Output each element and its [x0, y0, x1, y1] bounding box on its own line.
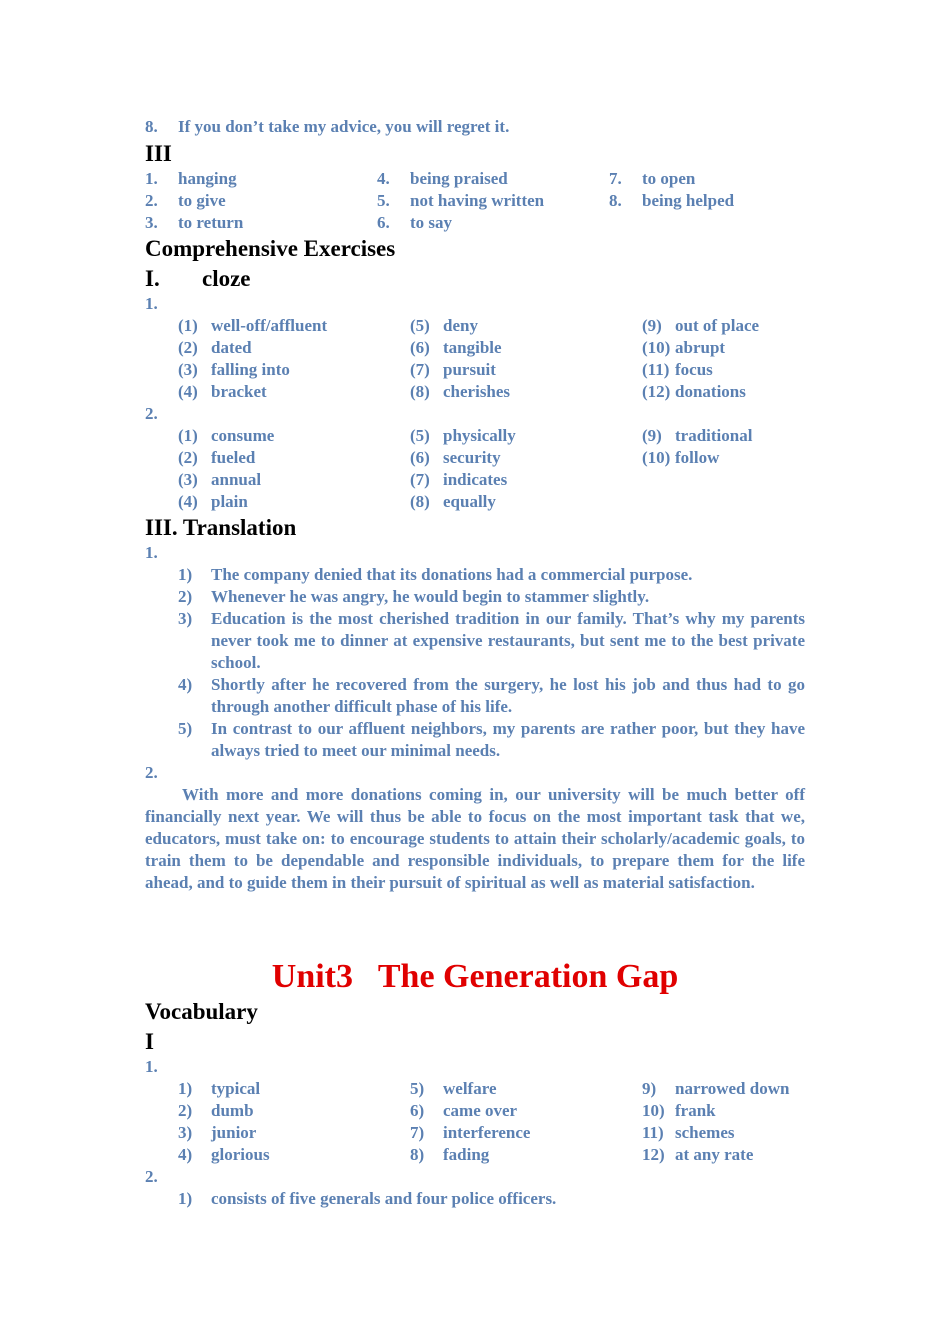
list-number: (5)	[410, 316, 430, 335]
list-number: 12)	[642, 1145, 665, 1164]
list-item-text: hanging	[178, 169, 237, 188]
list-item-text: pursuit	[443, 360, 496, 379]
list-item-text: glorious	[211, 1145, 270, 1164]
list-number: 11)	[642, 1123, 664, 1142]
list-item-text: dated	[211, 338, 252, 357]
list-item-text: tangible	[443, 338, 502, 357]
list-item-text: welfare	[443, 1079, 497, 1098]
translation-sentence: In contrast to our affluent neighbors, my parents are rather poor, but they have always tried to meet our minimal needs.	[211, 719, 805, 760]
list-item-text: annual	[211, 470, 262, 489]
list-number: (3)	[178, 470, 198, 489]
list-number: (6)	[410, 338, 430, 357]
list-item-text: well-off/affluent	[211, 316, 328, 335]
section-heading-cloze: cloze	[202, 266, 251, 291]
list-item-text: came over	[443, 1101, 518, 1120]
list-number: 4.	[377, 169, 390, 188]
list-item-text: consume	[211, 426, 275, 445]
list-number: 6.	[377, 213, 390, 232]
list-number: 8)	[410, 1145, 425, 1164]
list-number: 9)	[642, 1079, 657, 1098]
list-item-text: junior	[211, 1123, 257, 1142]
list-number: 3)	[178, 609, 193, 628]
list-number: (2)	[178, 338, 198, 357]
translation-sentence: The company denied that its donations had a commercial purpose.	[211, 565, 693, 584]
sub-label: 2.	[145, 404, 158, 423]
list-item-text: to open	[642, 169, 696, 188]
list-item-text: donations	[675, 382, 746, 401]
translation-paragraph: With more and more donations coming in, our university will be much better off financially next year. We will thus be able to focus on the most important task that we, educators, must take on: to encourage students to attain their scholarly/academic goals, to train them to be dependable and responsible individuals, to prepare them for the life ahead, and to guide them in their pursuit of spiritual as well as material satisfaction.	[145, 785, 805, 892]
list-number: (9)	[642, 316, 662, 335]
list-number: 3.	[145, 213, 158, 232]
list-number: (7)	[410, 470, 430, 489]
list-item-text: to say	[410, 213, 453, 232]
section-heading-III: III	[145, 141, 172, 166]
list-number: (9)	[642, 426, 662, 445]
list-number: 8.	[145, 117, 158, 136]
list-number: (1)	[178, 316, 198, 335]
list-number: 1)	[178, 1189, 193, 1208]
list-item-text: frank	[675, 1101, 716, 1120]
list-item-text: to give	[178, 191, 226, 210]
translation-sentence: Education is the most cherished tradition in our family. That’s why my parents never took me to dinner at expensive restaurants, but sent me to the best private school.	[211, 609, 805, 672]
list-number: (1)	[178, 426, 198, 445]
list-number: 5)	[178, 719, 193, 738]
list-item-text: at any rate	[675, 1145, 754, 1164]
translation-sentence: Whenever he was angry, he would begin to stammer slightly.	[211, 587, 650, 606]
list-number: 5.	[377, 191, 390, 210]
list-item-text: out of place	[675, 316, 760, 335]
list-number: 10)	[642, 1101, 665, 1120]
list-number: (10)	[642, 338, 671, 357]
list-number: 4)	[178, 675, 193, 694]
list-item-text: equally	[443, 492, 496, 511]
list-item-text: dumb	[211, 1101, 254, 1120]
list-item-text: plain	[211, 492, 248, 511]
sub-label: 1.	[145, 543, 158, 562]
list-item-text: fueled	[211, 448, 256, 467]
list-item-text: being praised	[410, 169, 508, 188]
list-number: 2)	[178, 1101, 193, 1120]
sub-label: 1.	[145, 294, 158, 313]
list-number: 2.	[145, 191, 158, 210]
list-number: (8)	[410, 492, 430, 511]
section-heading-vocabulary: Vocabulary	[145, 999, 258, 1024]
list-item-text: typical	[211, 1079, 261, 1098]
list-item-text: being helped	[642, 191, 735, 210]
list-item-text: deny	[443, 316, 478, 335]
list-item-text: narrowed down	[675, 1079, 790, 1098]
list-item-text: consists of five generals and four police officers.	[211, 1189, 557, 1208]
section-heading-translation: III. Translation	[145, 515, 297, 540]
section-heading-I: I	[145, 1029, 154, 1054]
list-item-text: If you don’t take my advice, you will regret it.	[178, 117, 510, 136]
list-item-text: to return	[178, 213, 244, 232]
list-number: 8.	[609, 191, 622, 210]
list-item-text: abrupt	[675, 338, 726, 357]
sub-label: 2.	[145, 763, 158, 782]
list-number: (4)	[178, 492, 198, 511]
list-number: (8)	[410, 382, 430, 401]
list-item-text: cherishes	[443, 382, 511, 401]
list-number: 2)	[178, 587, 193, 606]
list-item-text: focus	[675, 360, 713, 379]
list-number: 3)	[178, 1123, 193, 1142]
sub-label: 1.	[145, 1057, 158, 1076]
list-number: (4)	[178, 382, 198, 401]
list-number: 7.	[609, 169, 622, 188]
list-number: (7)	[410, 360, 430, 379]
list-number: (10)	[642, 448, 671, 467]
list-number: 1)	[178, 1079, 193, 1098]
list-item-text: interference	[443, 1123, 531, 1142]
list-item-text: schemes	[675, 1123, 735, 1142]
unit-title: Unit3 The Generation Gap	[271, 958, 679, 995]
list-number: 6)	[410, 1101, 425, 1120]
list-number: (12)	[642, 382, 671, 401]
list-item-text: fading	[443, 1145, 490, 1164]
list-item-text: falling into	[211, 360, 290, 379]
list-number: (3)	[178, 360, 198, 379]
list-number: 1)	[178, 565, 193, 584]
list-number: 4)	[178, 1145, 193, 1164]
list-number: 5)	[410, 1079, 425, 1098]
list-item-text: indicates	[443, 470, 508, 489]
list-number: (11)	[642, 360, 670, 379]
list-item-text: traditional	[675, 426, 753, 445]
section-heading-comprehensive: Comprehensive Exercises	[145, 236, 396, 261]
list-item-text: security	[443, 448, 501, 467]
list-item-text: follow	[675, 448, 720, 467]
list-number: 1.	[145, 169, 158, 188]
list-number: (6)	[410, 448, 430, 467]
list-item-text: not having written	[410, 191, 545, 210]
section-heading-cloze-number: I.	[145, 266, 160, 291]
list-item-text: physically	[443, 426, 516, 445]
list-number: (5)	[410, 426, 430, 445]
list-number: 7)	[410, 1123, 425, 1142]
translation-sentence: Shortly after he recovered from the surgery, he lost his job and thus had to go through another difficult phase of his life.	[211, 675, 805, 716]
list-item-text: bracket	[211, 382, 267, 401]
sub-label: 2.	[145, 1167, 158, 1186]
list-number: (2)	[178, 448, 198, 467]
